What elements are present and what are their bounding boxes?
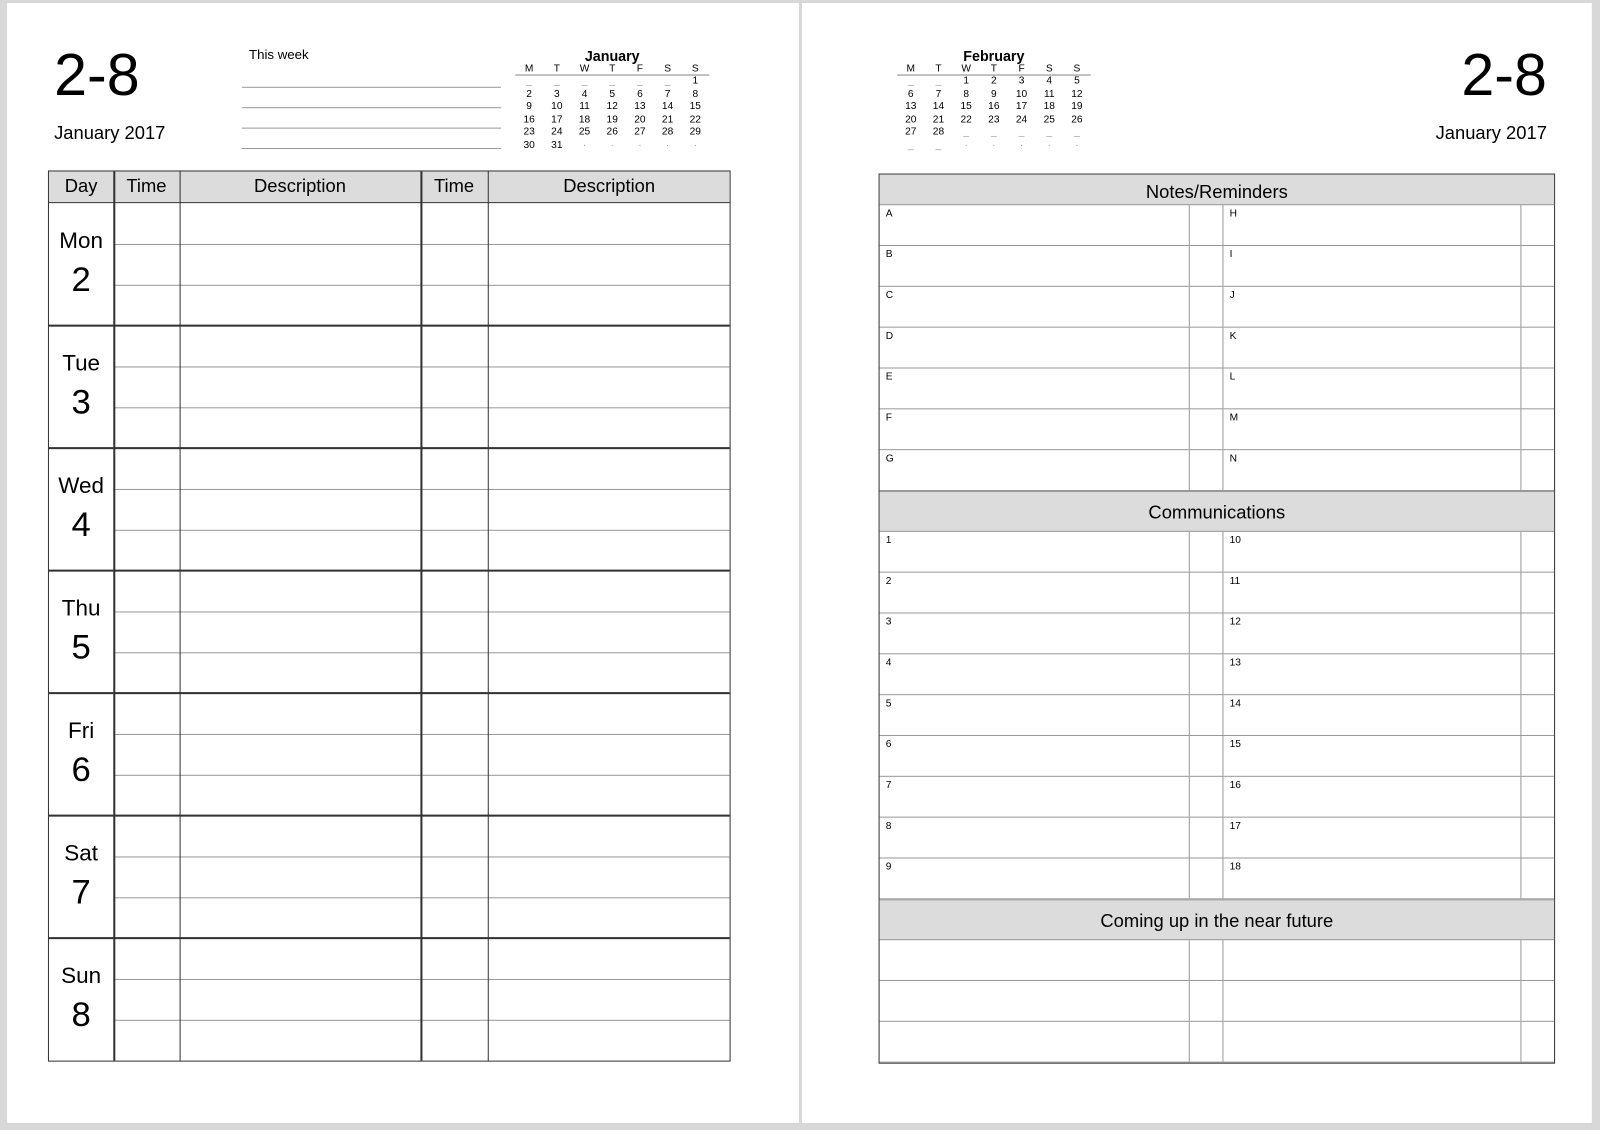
column-divider <box>1222 1022 1223 1062</box>
row-label: D <box>885 330 894 342</box>
column-divider <box>1222 940 1223 980</box>
note-row[interactable] <box>880 654 1554 695</box>
row-label: L <box>1229 371 1236 383</box>
column-divider <box>1520 736 1521 776</box>
column-divider <box>420 171 422 1060</box>
this-week-label: This week <box>248 46 309 63</box>
column-divider <box>1222 736 1223 776</box>
calendar-day[interactable]: 2 <box>991 75 997 87</box>
calendar-day[interactable]: 2 <box>526 88 532 100</box>
note-row[interactable] <box>880 777 1554 818</box>
column-divider <box>1222 328 1223 368</box>
calendar-day[interactable]: 27 <box>905 126 917 138</box>
calendar-day[interactable]: 21 <box>661 113 674 126</box>
day-divider <box>49 815 730 817</box>
calendar-days <box>897 76 1091 153</box>
day-name: Sat <box>64 840 98 866</box>
row-label: 6 <box>885 739 892 751</box>
calendar-day[interactable]: 11 <box>579 101 590 113</box>
column-divider <box>1520 205 1521 245</box>
calendar-day: _ <box>963 126 969 138</box>
column-divider <box>1189 736 1190 776</box>
row-label: 14 <box>1229 698 1241 710</box>
weekday-label: T <box>935 63 942 75</box>
note-row[interactable] <box>880 369 1554 410</box>
weekday-label: S <box>691 63 699 75</box>
row-label: 11 <box>1229 575 1241 587</box>
row-label: 1 <box>885 534 892 547</box>
day-divider <box>49 937 730 939</box>
calendar-day[interactable]: 15 <box>960 101 972 113</box>
note-row[interactable] <box>880 409 1554 450</box>
notes-table <box>879 174 1556 1064</box>
day-name: Wed <box>58 472 105 499</box>
column-divider <box>1189 573 1190 613</box>
section-header: Notes/Reminders <box>880 175 1554 206</box>
row-label: C <box>885 289 894 302</box>
note-row[interactable] <box>880 940 1554 981</box>
column-header: Time <box>126 175 167 196</box>
weekday-label: T <box>553 63 560 75</box>
column-header: Description <box>254 175 346 196</box>
column-divider <box>1520 532 1521 572</box>
column-divider <box>1520 1022 1521 1062</box>
calendar-day: · <box>1047 139 1051 151</box>
left-page <box>7 3 799 1123</box>
column-divider <box>1520 695 1521 735</box>
section-header: Communications <box>880 491 1554 532</box>
day-block <box>49 816 730 938</box>
day-name: Thu <box>61 595 101 621</box>
calendar-day[interactable]: 18 <box>578 113 591 126</box>
calendar-day[interactable]: 7 <box>935 88 942 100</box>
calendar-day: · <box>1019 139 1024 151</box>
row-label: 17 <box>1229 820 1241 832</box>
row-label: J <box>1229 289 1235 302</box>
note-row[interactable] <box>880 614 1554 655</box>
calendar-day[interactable]: 19 <box>1071 101 1083 113</box>
calendar-day[interactable]: 16 <box>523 113 535 126</box>
day-number: 2 <box>71 260 91 300</box>
row-label: K <box>1229 330 1237 342</box>
calendar-day[interactable]: 12 <box>1071 88 1083 100</box>
calendar-day[interactable]: 5 <box>609 88 616 100</box>
calendar-day: _ <box>935 75 942 87</box>
row-label: I <box>1229 249 1233 261</box>
weekday-label: W <box>579 63 590 75</box>
calendar-day[interactable]: 3 <box>553 88 560 100</box>
row-label: 5 <box>885 698 892 710</box>
calendar-day[interactable]: 8 <box>692 88 699 100</box>
calendar-day[interactable]: 20 <box>905 113 917 126</box>
calendar-weekdays <box>897 63 1091 75</box>
calendar-day[interactable]: 1 <box>692 75 699 87</box>
row-label: 12 <box>1229 616 1241 628</box>
row-label: 7 <box>885 779 892 792</box>
column-divider <box>1189 777 1190 817</box>
row-label: F <box>885 412 892 424</box>
column-divider <box>1520 246 1521 286</box>
calendar-day: · <box>610 139 614 151</box>
right-page <box>802 3 1592 1123</box>
calendar-day: · <box>964 139 968 151</box>
day-number: 7 <box>71 872 91 912</box>
week-range: 2-8 <box>1461 41 1547 109</box>
calendar-day[interactable]: 31 <box>551 139 563 151</box>
column-divider <box>1520 369 1521 409</box>
day-divider <box>49 692 730 694</box>
calendar-day: _ <box>1018 126 1025 138</box>
calendar-day[interactable]: 26 <box>1071 113 1083 126</box>
weekday-label: M <box>906 63 916 75</box>
calendar-day: _ <box>609 75 616 87</box>
calendar-day[interactable]: 24 <box>551 126 563 138</box>
column-divider <box>1189 614 1190 654</box>
note-row[interactable] <box>880 532 1554 573</box>
calendar-day[interactable]: 15 <box>689 101 701 113</box>
calendar-days <box>515 76 709 153</box>
calendar-day[interactable]: 28 <box>932 126 945 138</box>
weekday-label: W <box>961 63 971 75</box>
calendar-day: · <box>638 139 642 151</box>
row-label: 8 <box>885 820 892 832</box>
column-divider <box>1520 450 1521 490</box>
row-label: G <box>885 453 894 465</box>
calendar-day[interactable]: 4 <box>1046 75 1053 87</box>
row-label: 15 <box>1229 739 1241 751</box>
calendar-day: _ <box>1074 126 1080 138</box>
calendar-weekdays <box>515 63 709 75</box>
column-divider <box>1189 695 1190 735</box>
column-divider <box>488 171 489 1060</box>
column-header: Time <box>434 175 475 196</box>
calendar-day[interactable]: 30 <box>523 139 535 151</box>
column-divider <box>1222 981 1223 1021</box>
weekday-label: T <box>990 63 997 75</box>
column-divider <box>1222 573 1223 613</box>
note-row[interactable] <box>880 205 1554 246</box>
day-divider <box>49 325 730 327</box>
calendar-day: · <box>1075 139 1079 151</box>
column-divider <box>1520 328 1521 368</box>
column-divider <box>1222 532 1223 572</box>
column-divider <box>1222 654 1223 694</box>
row-label: 3 <box>885 616 892 628</box>
row-label: H <box>1229 208 1237 220</box>
column-divider <box>1189 940 1190 980</box>
column-divider <box>1520 777 1521 817</box>
column-divider <box>180 171 181 1060</box>
calendar-day: _ <box>526 75 532 87</box>
weekday-label: F <box>636 63 644 75</box>
column-divider <box>1189 246 1190 286</box>
row-label: 2 <box>885 575 892 587</box>
calendar-day[interactable]: 10 <box>1015 88 1028 100</box>
column-divider <box>1222 858 1223 898</box>
table-header <box>49 171 730 202</box>
row-label: 13 <box>1229 657 1241 669</box>
calendar-day[interactable]: 9 <box>991 88 997 100</box>
column-divider <box>1189 409 1190 449</box>
column-header: Day <box>64 175 98 196</box>
row-label: 18 <box>1229 861 1241 873</box>
note-row[interactable] <box>880 736 1554 777</box>
day-number: 3 <box>71 382 91 422</box>
mini-calendar-february <box>897 49 1091 152</box>
calendar-day: _ <box>581 75 588 87</box>
note-row[interactable] <box>880 1022 1554 1063</box>
note-row[interactable] <box>880 246 1554 287</box>
column-divider <box>1189 205 1190 245</box>
calendar-day: · <box>582 139 587 151</box>
calendar-title: February <box>963 47 1025 65</box>
calendar-day[interactable]: 18 <box>1043 101 1055 113</box>
calendar-day[interactable]: 12 <box>606 101 618 113</box>
note-row[interactable] <box>880 858 1554 899</box>
calendar-day[interactable]: 9 <box>526 101 532 113</box>
calendar-day[interactable]: 17 <box>1015 101 1028 113</box>
calendar-day[interactable]: 22 <box>960 113 972 126</box>
calendar-day[interactable]: 25 <box>578 126 591 138</box>
column-divider <box>1189 287 1190 327</box>
column-divider <box>1189 818 1190 858</box>
calendar-day: _ <box>991 126 997 138</box>
column-divider <box>1520 614 1521 654</box>
column-divider <box>1222 695 1223 735</box>
column-divider <box>1189 858 1190 898</box>
calendar-day[interactable]: 14 <box>661 101 674 113</box>
row-label: B <box>885 249 893 261</box>
column-divider <box>1520 858 1521 898</box>
row-label: 10 <box>1229 534 1241 547</box>
calendar-day[interactable]: 13 <box>634 101 646 113</box>
column-divider <box>1520 818 1521 858</box>
calendar-day[interactable]: 20 <box>634 113 646 126</box>
row-label: 4 <box>885 657 892 669</box>
column-divider <box>1222 818 1223 858</box>
column-divider <box>1222 450 1223 490</box>
calendar-day[interactable]: 25 <box>1043 113 1055 126</box>
weekday-label: S <box>1073 63 1081 75</box>
column-header: Description <box>563 175 656 196</box>
day-number: 4 <box>71 505 91 545</box>
calendar-day[interactable]: 1 <box>963 75 969 87</box>
row-label: M <box>1229 412 1239 424</box>
calendar-day: _ <box>907 139 914 151</box>
column-divider <box>1189 450 1190 490</box>
note-row[interactable] <box>880 818 1554 859</box>
week-range: 2-8 <box>54 41 140 109</box>
day-block <box>49 571 730 693</box>
column-divider <box>1189 1022 1190 1062</box>
column-divider <box>1222 409 1223 449</box>
row-label: 16 <box>1229 779 1241 792</box>
column-divider <box>1222 777 1223 817</box>
calendar-day: _ <box>637 75 643 87</box>
row-label: E <box>885 371 893 383</box>
column-divider <box>1222 205 1223 245</box>
mini-calendar-january <box>515 49 709 152</box>
calendar-day[interactable]: 22 <box>689 113 701 126</box>
column-divider <box>1520 940 1521 980</box>
row-label: N <box>1229 453 1237 465</box>
note-row[interactable] <box>880 981 1554 1022</box>
note-row[interactable] <box>880 695 1554 736</box>
calendar-day: _ <box>1046 126 1053 138</box>
note-row[interactable] <box>880 573 1554 614</box>
day-block <box>49 326 730 448</box>
day-name: Fri <box>68 717 95 744</box>
calendar-day[interactable]: 16 <box>988 101 1000 113</box>
column-divider <box>1222 369 1223 409</box>
row-label: A <box>885 208 893 220</box>
day-divider <box>49 570 730 572</box>
calendar-day[interactable]: 19 <box>606 113 618 126</box>
column-divider <box>1222 246 1223 286</box>
column-divider <box>113 171 115 1060</box>
weekday-label: T <box>609 63 616 75</box>
row-label: 9 <box>885 861 892 873</box>
column-divider <box>1189 369 1190 409</box>
calendar-day[interactable]: 27 <box>634 126 646 138</box>
column-divider <box>1222 287 1223 327</box>
weekday-label: M <box>524 63 534 75</box>
calendar-day: _ <box>553 75 560 87</box>
calendar-day: _ <box>664 75 671 87</box>
calendar-day[interactable]: 8 <box>963 88 969 100</box>
month-label: January 2017 <box>54 122 166 143</box>
column-divider <box>1520 287 1521 327</box>
day-name: Mon <box>59 227 103 254</box>
calendar-day[interactable]: 3 <box>1018 75 1025 87</box>
note-row[interactable] <box>880 450 1554 491</box>
calendar-day[interactable]: 4 <box>581 88 588 100</box>
column-divider <box>1222 614 1223 654</box>
calendar-day[interactable]: 6 <box>907 88 914 100</box>
column-divider <box>1189 532 1190 572</box>
note-row[interactable] <box>880 287 1554 328</box>
calendar-day[interactable]: 6 <box>637 88 643 100</box>
day-divider <box>49 447 730 449</box>
day-block <box>49 938 730 1060</box>
schedule-table <box>48 170 731 1061</box>
note-row[interactable] <box>880 328 1554 369</box>
calendar-day[interactable]: 21 <box>932 113 945 126</box>
column-divider <box>1520 654 1521 694</box>
section-header: Coming up in the near future <box>880 899 1554 940</box>
calendar-day[interactable]: 23 <box>523 126 535 138</box>
calendar-day[interactable]: 11 <box>1043 88 1055 100</box>
calendar-day[interactable]: 13 <box>905 101 917 113</box>
calendar-day: _ <box>907 75 914 87</box>
calendar-day[interactable]: 5 <box>1074 75 1080 87</box>
weekday-label: S <box>664 63 672 75</box>
calendar-day[interactable]: 29 <box>689 126 701 138</box>
calendar-day: · <box>693 139 698 151</box>
calendar-day: _ <box>935 139 942 151</box>
calendar-day[interactable]: 14 <box>932 101 945 113</box>
day-name: Tue <box>62 350 101 376</box>
calendar-day[interactable]: 10 <box>551 101 563 113</box>
calendar-title: January <box>584 47 640 65</box>
calendar-day[interactable]: 17 <box>551 113 563 126</box>
calendar-day: · <box>992 139 996 151</box>
month-label: January 2017 <box>1435 122 1547 143</box>
day-block <box>49 203 730 325</box>
calendar-day[interactable]: 26 <box>606 126 618 138</box>
weekday-label: S <box>1045 63 1053 75</box>
day-number: 5 <box>71 627 91 667</box>
day-block <box>49 448 730 570</box>
calendar-day[interactable]: 28 <box>661 126 674 138</box>
day-number: 8 <box>71 995 91 1035</box>
calendar-day[interactable]: 24 <box>1015 113 1028 126</box>
day-block <box>49 693 730 815</box>
calendar-day[interactable]: 7 <box>664 88 671 100</box>
column-divider <box>1520 981 1521 1021</box>
column-divider <box>1189 654 1190 694</box>
column-divider <box>1520 573 1521 613</box>
calendar-day: · <box>665 139 670 151</box>
day-number: 6 <box>71 750 91 790</box>
weekday-label: F <box>1018 63 1025 75</box>
column-divider <box>1189 328 1190 368</box>
calendar-day[interactable]: 23 <box>988 113 1000 126</box>
column-divider <box>1520 409 1521 449</box>
column-divider <box>1189 981 1190 1021</box>
day-name: Sun <box>61 962 102 989</box>
